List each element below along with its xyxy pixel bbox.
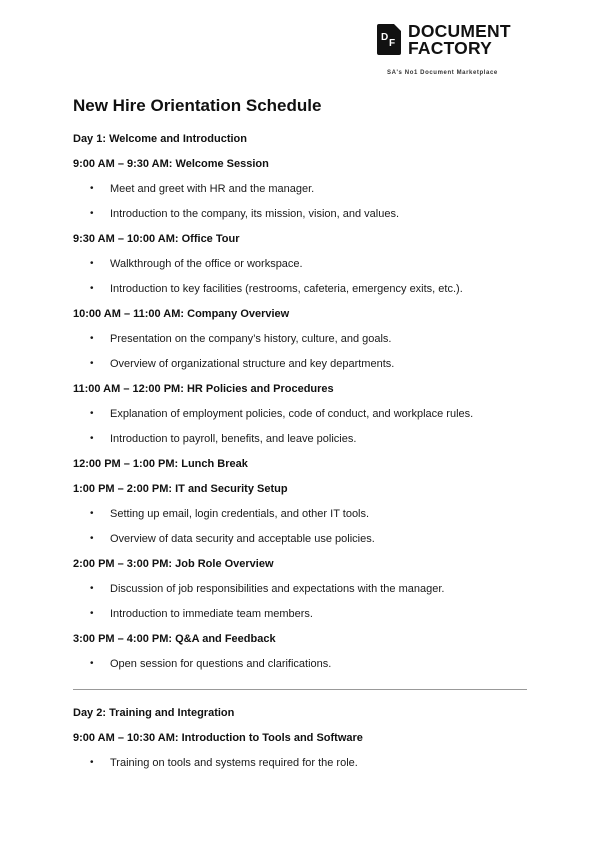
session-title: Lunch Break bbox=[181, 458, 248, 470]
day-heading: Day 2: Training and Integration bbox=[73, 707, 235, 719]
logo-letter-f: F bbox=[389, 38, 396, 49]
session-title: Job Role Overview bbox=[175, 558, 274, 570]
list-item: • Training on tools and systems required for the role. bbox=[73, 756, 533, 770]
session-heading: 3:00 PM – 4:00 PM: Q&A and Feedback bbox=[73, 633, 276, 645]
logo-tagline: SA's No1 Document Marketplace bbox=[387, 70, 498, 76]
list-item: • Explanation of employment policies, code of conduct, and workplace rules. bbox=[73, 407, 533, 421]
list-item: • Introduction to immediate team members. bbox=[73, 607, 533, 621]
session-items bbox=[73, 257, 533, 296]
session-time: 11:00 AM – 12:00 PM bbox=[73, 383, 181, 395]
day-heading: Day 1: Welcome and Introduction bbox=[73, 133, 247, 145]
document-icon bbox=[377, 24, 401, 55]
session-items bbox=[73, 756, 533, 770]
list-item: • Introduction to payroll, benefits, and leave policies. bbox=[73, 432, 533, 446]
list-item: • Walkthrough of the office or workspace. bbox=[73, 257, 533, 271]
session-title: Q&A and Feedback bbox=[175, 633, 276, 645]
session-time: 3:00 PM – 4:00 PM bbox=[73, 633, 169, 645]
logo-letter-d: D bbox=[381, 32, 389, 43]
list-item: • Open session for questions and clarifications. bbox=[73, 657, 533, 671]
session-time: 10:00 AM – 11:00 AM bbox=[73, 308, 181, 320]
session-time: 9:30 AM – 10:00 AM bbox=[73, 233, 175, 245]
list-item: • Overview of organizational structure and key departments. bbox=[73, 357, 533, 371]
session-items bbox=[73, 582, 533, 621]
session-items bbox=[73, 182, 533, 221]
session-items bbox=[73, 407, 533, 446]
list-item: • Meet and greet with HR and the manager. bbox=[73, 182, 533, 196]
document-body bbox=[73, 95, 533, 770]
session-heading: 9:00 AM – 10:30 AM: Introduction to Tools and Software bbox=[73, 732, 363, 744]
session-heading: 2:00 PM – 3:00 PM: Job Role Overview bbox=[73, 558, 274, 570]
session-heading: 10:00 AM – 11:00 AM: Company Overview bbox=[73, 308, 290, 320]
list-item: • Introduction to key facilities (restrooms, cafeteria, emergency exits, etc.). bbox=[73, 282, 533, 296]
list-item: • Presentation on the company’s history, culture, and goals. bbox=[73, 332, 533, 346]
session-title: Welcome Session bbox=[175, 158, 269, 170]
list-item: • Introduction to the company, its mission, vision, and values. bbox=[73, 207, 533, 221]
session-items bbox=[73, 657, 533, 671]
session-heading: 11:00 AM – 12:00 PM: HR Policies and Procedures bbox=[73, 383, 334, 395]
session-heading: 9:00 AM – 9:30 AM: Welcome Session bbox=[73, 158, 269, 170]
session-heading: 9:30 AM – 10:00 AM: Office Tour bbox=[73, 233, 240, 245]
list-item: • Setting up email, login credentials, and other IT tools. bbox=[73, 507, 533, 521]
session-title: Company Overview bbox=[187, 308, 290, 320]
session-time: 12:00 PM – 1:00 PM bbox=[73, 458, 175, 470]
session-heading: 12:00 PM – 1:00 PM: Lunch Break bbox=[73, 458, 248, 470]
session-time: 9:00 AM – 9:30 AM bbox=[73, 158, 169, 170]
session-items bbox=[73, 332, 533, 371]
session-title: HR Policies and Procedures bbox=[186, 383, 334, 395]
session-heading: 1:00 PM – 2:00 PM: IT and Security Setup bbox=[73, 483, 288, 495]
page-title: New Hire Orientation Schedule bbox=[73, 96, 322, 115]
logo-title-line1: DOCUMENT bbox=[408, 21, 511, 41]
document-factory-logo bbox=[377, 21, 537, 84]
list-item: • Discussion of job responsibilities and expectations with the manager. bbox=[73, 582, 533, 596]
session-time: 2:00 PM – 3:00 PM bbox=[73, 558, 169, 570]
session-title: IT and Security Setup bbox=[175, 483, 288, 495]
session-title: Introduction to Tools and Software bbox=[181, 732, 363, 744]
list-item: • Overview of data security and acceptable use policies. bbox=[73, 532, 533, 546]
logo-title-line2: FACTORY bbox=[408, 38, 493, 58]
section-divider bbox=[73, 689, 527, 690]
session-time: 9:00 AM – 10:30 AM bbox=[73, 732, 175, 744]
logo-title bbox=[408, 23, 511, 57]
session-time: 1:00 PM – 2:00 PM bbox=[73, 483, 169, 495]
session-items bbox=[73, 507, 533, 546]
session-title: Office Tour bbox=[181, 233, 240, 245]
